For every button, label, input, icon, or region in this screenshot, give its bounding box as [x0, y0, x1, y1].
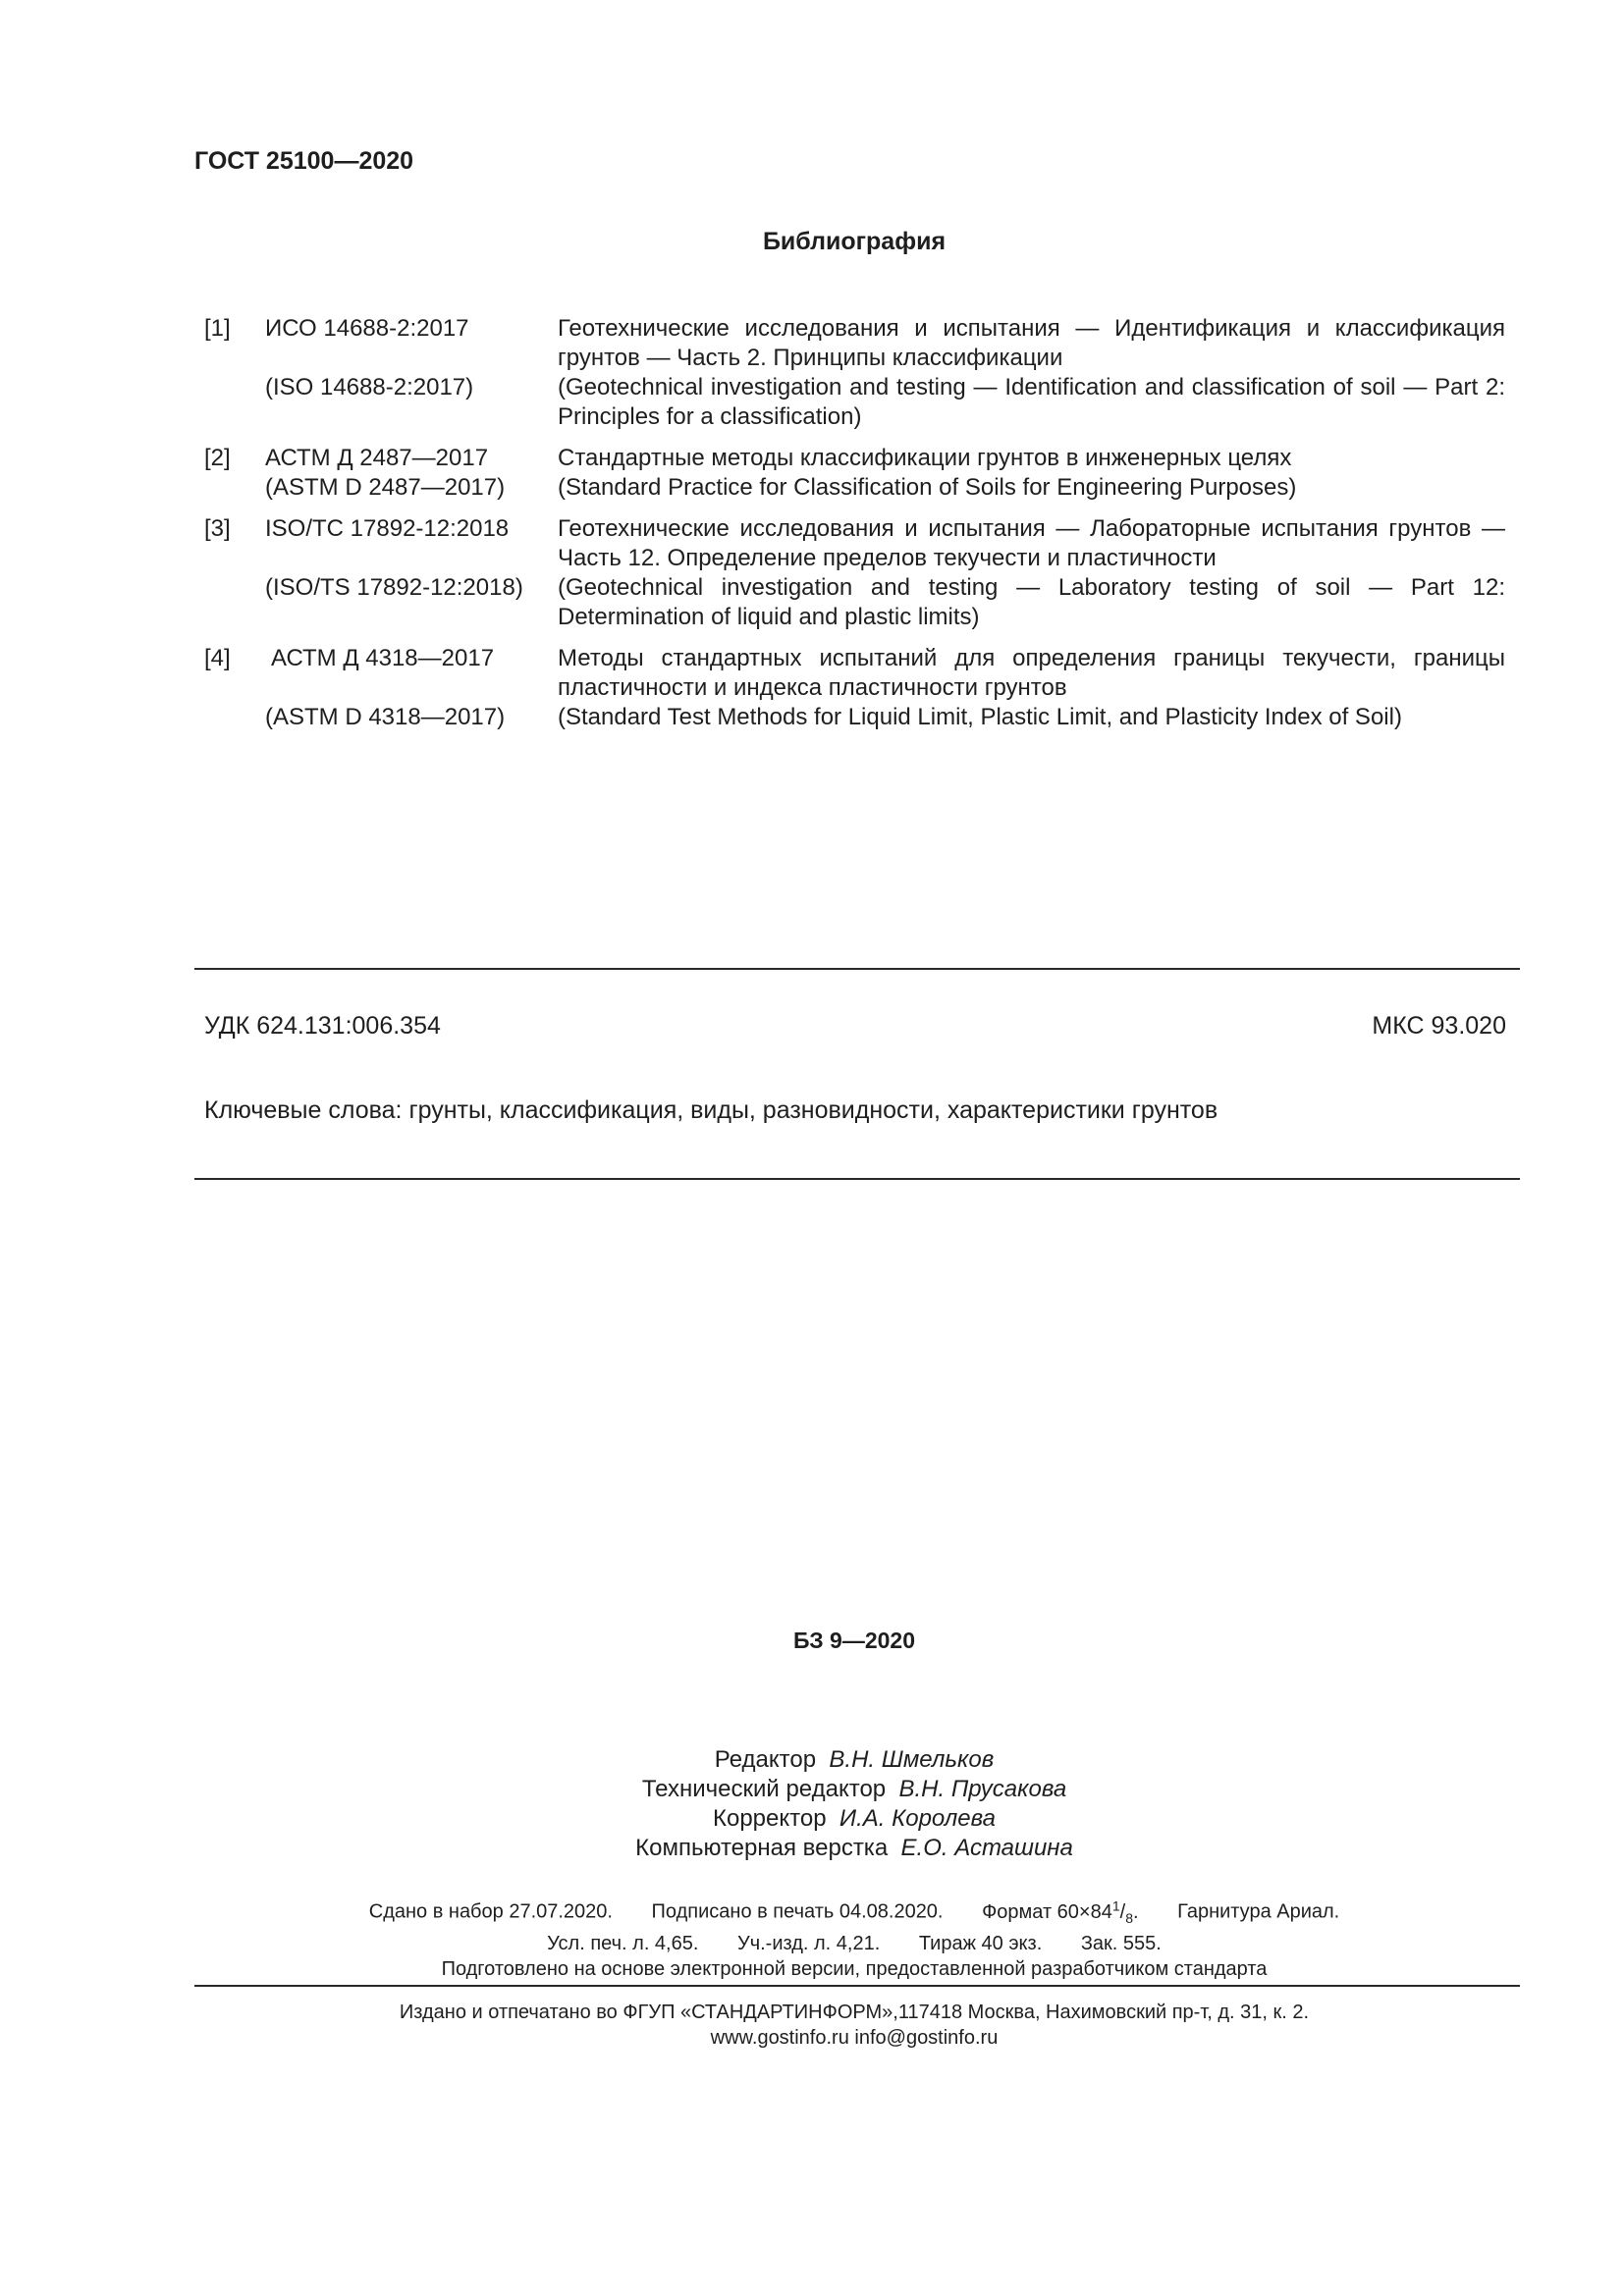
divider-bottom [194, 1178, 1520, 1180]
bibliography-entry-1 [204, 314, 1505, 432]
print-details-line-2 [0, 1931, 1624, 1956]
bz-number: БЗ 9—2020 [793, 1628, 915, 1653]
entry-code-ru: АСТМ Д 4318—2017 [271, 645, 495, 671]
document-id: ГОСТ 25100—2020 [194, 147, 414, 175]
paper-format: Формат $60\times 84^1/_8$. [982, 1897, 1139, 1926]
prepared-note: Подготовлено на основе электронной версии, предоставленной разработчиком стандарта [441, 1957, 1268, 1980]
entry-number: [4] [204, 645, 231, 671]
credit-name: В.Н. Прусакова [898, 1776, 1067, 1802]
typeface: Гарнитура Ариал. [1177, 1900, 1340, 1923]
entry-number: [3] [204, 515, 231, 542]
circulation: Тираж 40 экз. [918, 1932, 1043, 1954]
credit-label: Компьютерная верстка [635, 1835, 889, 1861]
bibliography-title: Библиография [762, 228, 947, 255]
credit-layout [0, 1834, 1624, 1863]
signed-date: Подписано в печать 04.08.2020. [651, 1900, 944, 1923]
credit-name: Е.О. Асташина [900, 1835, 1073, 1861]
entry-code-ru: ISO/TC 17892-12:2018 [265, 515, 510, 542]
entry-desc-en: (Standard Practice for Classification of Soils for Engineering Purposes) [558, 474, 1297, 501]
bibliography-entry-2 [204, 444, 1505, 503]
entry-desc-ru: Геотехнические исследования и испытания — Лабораторные испытания грунтов — Часть 12. Определение пределов текучести и пластичности [558, 515, 1505, 571]
bibliography-entry-4 [204, 644, 1505, 732]
entry-number: [1] [204, 315, 231, 342]
print-details-line-1 [0, 1893, 1624, 1931]
entry-desc-en: (Geotechnical investigation and testing — Identification and classification of soil — Part 2: Principles for a classification) [558, 374, 1505, 430]
credit-name: В.Н. Шмельков [829, 1746, 995, 1773]
entry-code-en: (ASTM D 2487—2017) [265, 474, 506, 501]
entry-code-ru: АСТМ Д 2487—2017 [265, 445, 489, 471]
entry-desc-ru: Стандартные методы классификации грунтов в инженерных целях [558, 445, 1292, 471]
credits [0, 1745, 1624, 1863]
credit-name: И.А. Королева [839, 1805, 996, 1832]
entry-code-ru: ИСО 14688-2:2017 [265, 315, 469, 342]
website-link[interactable]: www.gostinfo.ru [710, 2027, 849, 2049]
bibliography-list [204, 314, 1505, 744]
keywords: Ключевые слова: грунты, классификация, виды, разновидности, характеристики грунтов [204, 1096, 1218, 1124]
order-number: Зак. 555. [1080, 1932, 1162, 1954]
print-details [0, 1893, 1624, 1982]
credit-label: Технический редактор [641, 1776, 887, 1802]
entry-number: [2] [204, 445, 231, 471]
publisher-info [0, 2000, 1624, 2051]
email-link[interactable]: info@gostinfo.ru [854, 2027, 999, 2049]
entry-code-en: (ISO/TS 17892-12:2018) [265, 574, 523, 601]
credit-tech-editor [0, 1775, 1624, 1804]
divider-imprint [194, 1985, 1520, 1987]
udk-code: УДК 624.131:006.354 [204, 1012, 441, 1040]
bibliography-entry-3 [204, 514, 1505, 632]
publisher-contacts [0, 2025, 1624, 2051]
credit-editor [0, 1745, 1624, 1775]
divider-top [194, 968, 1520, 970]
submitted-date: Сдано в набор 27.07.2020. [368, 1900, 613, 1923]
pub-sheets: Уч.-изд. л. 4,21. [736, 1932, 881, 1954]
entry-code-en: (ISO 14688-2:2017) [265, 374, 474, 400]
credit-corrector [0, 1804, 1624, 1834]
entry-code-en: (ASTM D 4318—2017) [265, 704, 506, 730]
credit-label: Редактор [714, 1746, 817, 1773]
publisher-address: Издано и отпечатано во ФГУП «СТАНДАРТИНФОРМ»,117418 Москва, Нахимовский пр-т, д. 31, к. 2. [399, 2002, 1310, 2023]
credit-label: Корректор [713, 1805, 827, 1832]
print-sheets: Усл. печ. л. 4,65. [547, 1932, 699, 1954]
entry-desc-en: (Geotechnical investigation and testing — Laboratory testing of soil — Part 12: Determination of liquid and plastic limits) [558, 574, 1505, 630]
entry-desc-ru: Методы стандартных испытаний для определения границы текучести, границы пластичности и индекса пластичности грунтов [558, 645, 1505, 701]
entry-desc-ru: Геотехнические исследования и испытания — Идентификация и классификация грунтов — Часть 2. Принципы классификации [558, 315, 1505, 371]
entry-desc-en: (Standard Test Methods for Liquid Limit, Plastic Limit, and Plasticity Index of Soil) [558, 704, 1402, 730]
mks-code: МКС 93.020 [1372, 1012, 1506, 1040]
